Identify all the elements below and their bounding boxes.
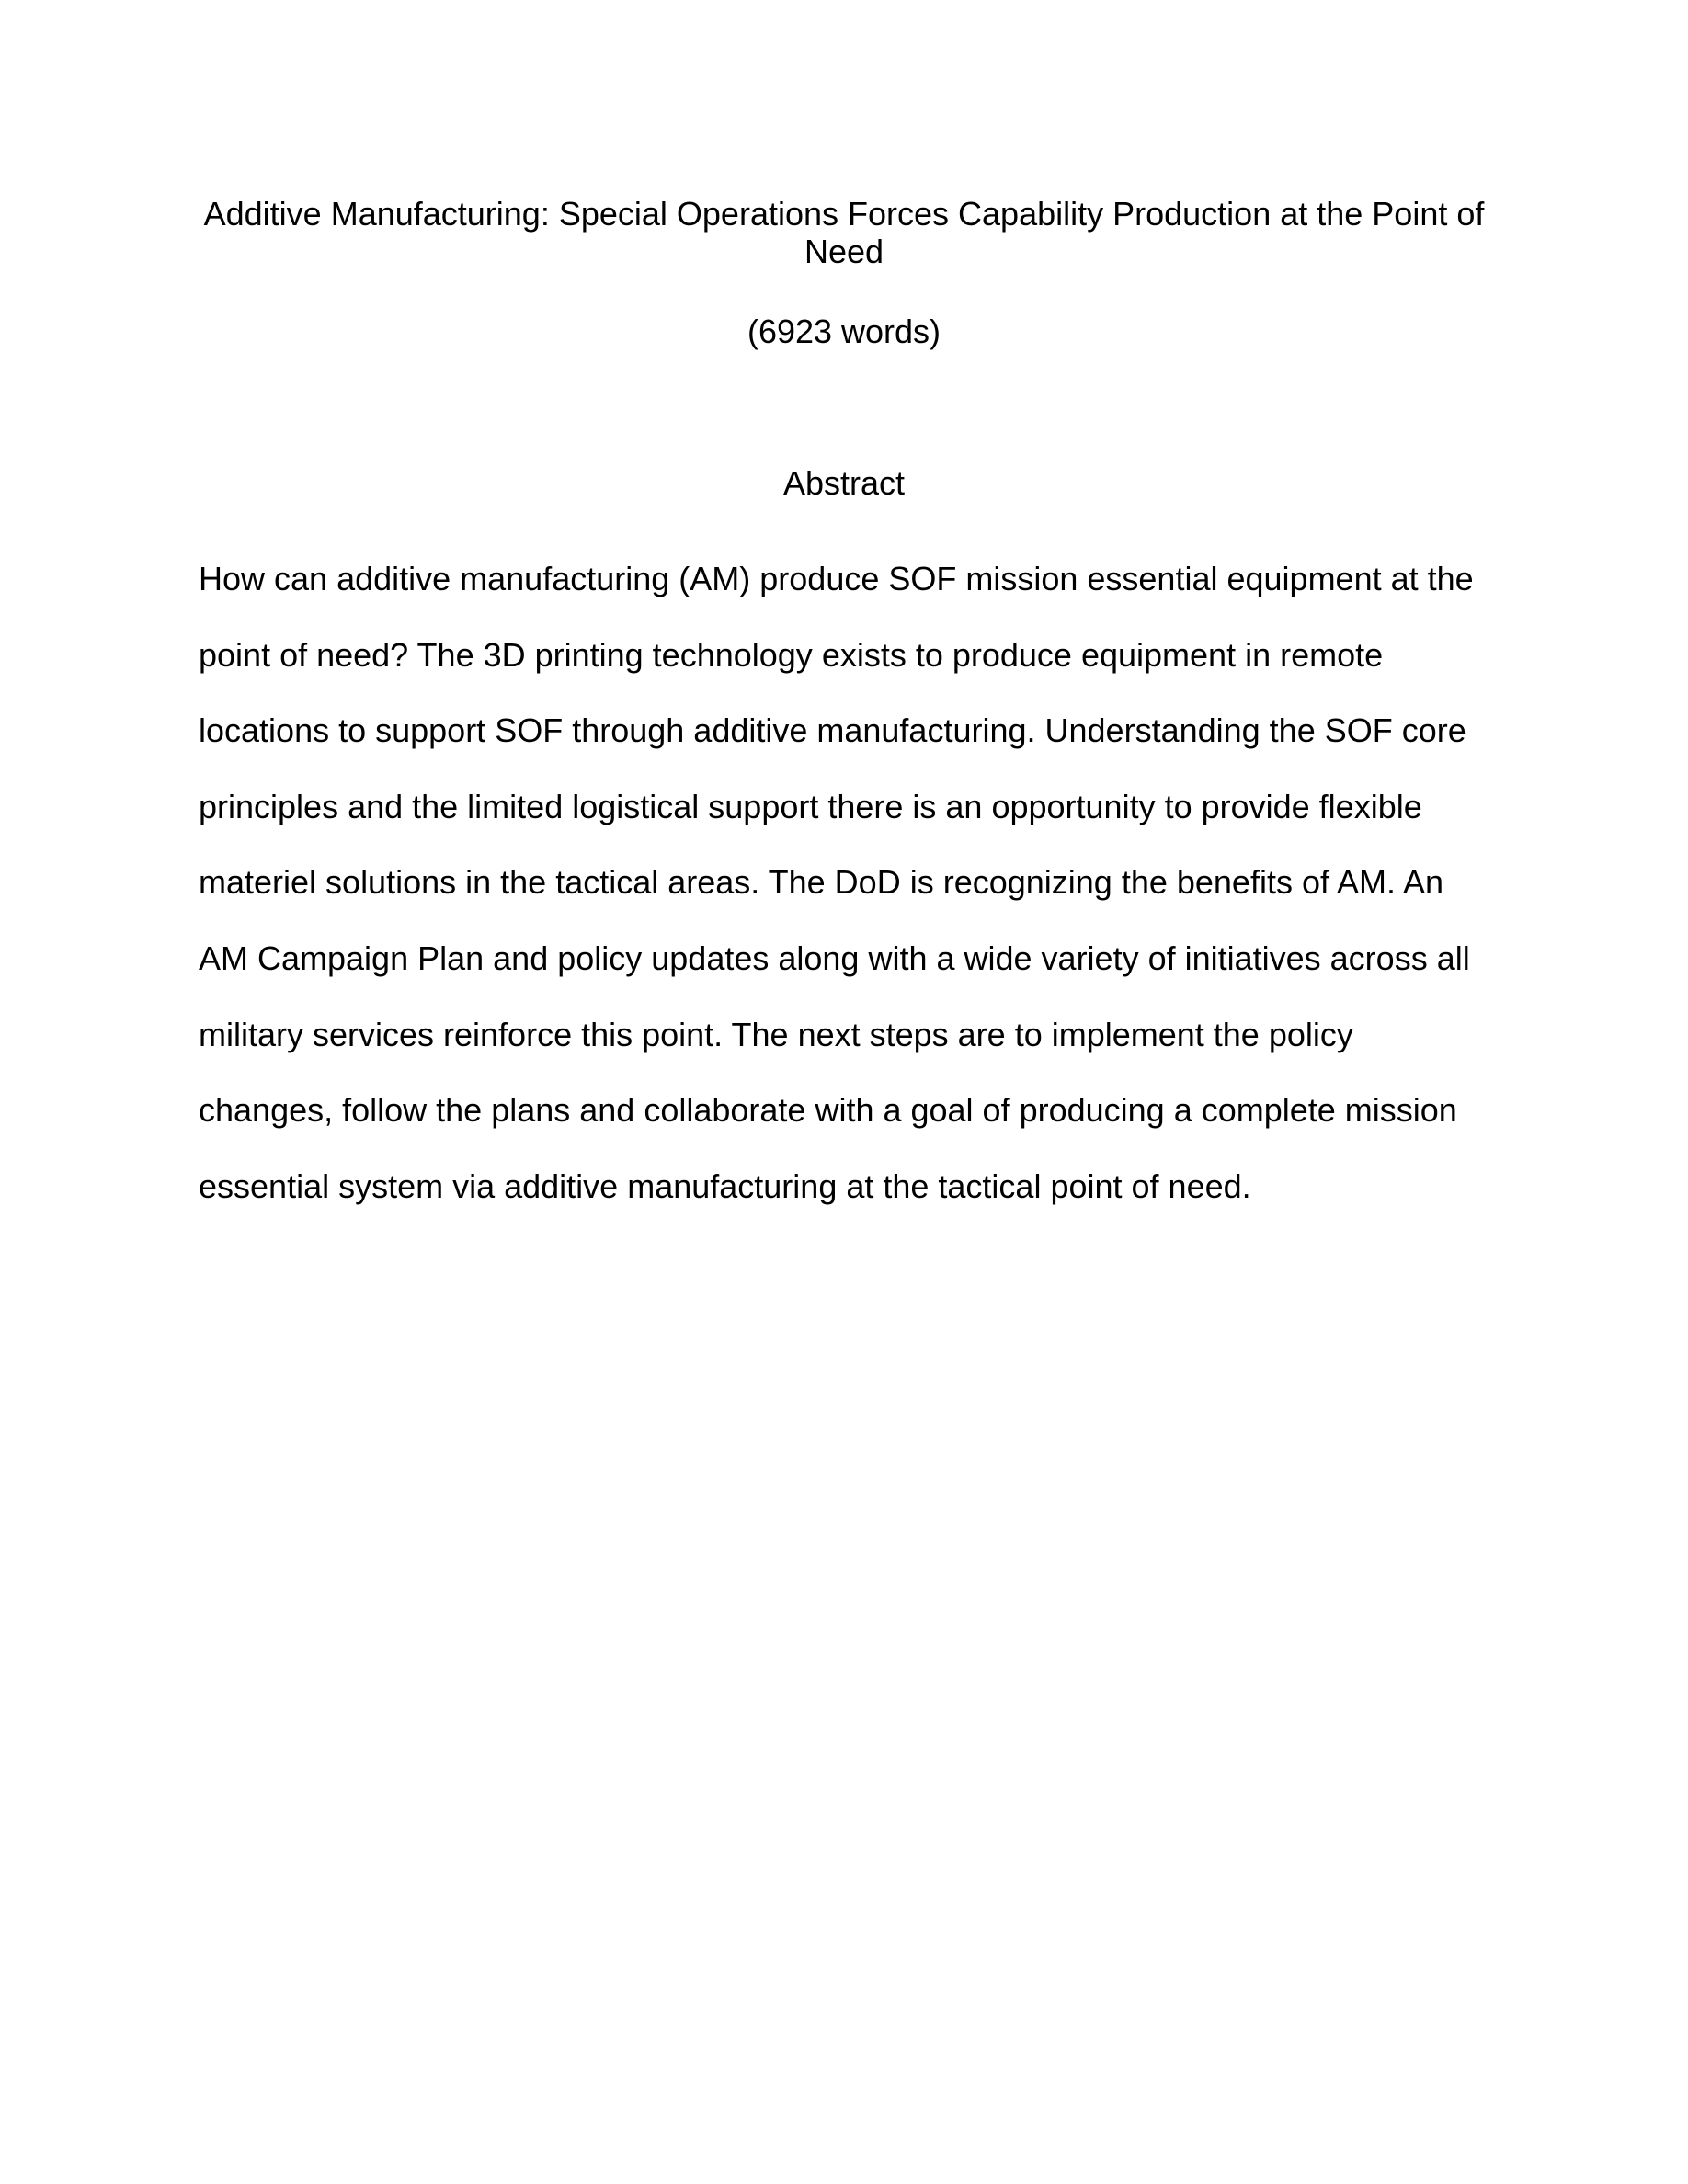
abstract-line: How can additive manufacturing (AM) produce SOF mission essential equipment at the: [199, 560, 1474, 597]
document-title: [184, 195, 1504, 270]
abstract-line: locations to support SOF through additive manufacturing. Understanding the SOF core: [199, 711, 1466, 750]
abstract-line: principles and the limited logistical support there is an opportunity to provide flexible: [199, 787, 1422, 825]
abstract-line: military services reinforce this point. The next steps are to implement the policy: [199, 1015, 1353, 1053]
abstract-line: point of need? The 3D printing technology exists to produce equipment in remote: [199, 635, 1384, 674]
title-line-2: Need: [804, 233, 884, 270]
abstract-line: materiel solutions in the tactical areas. The DoD is recognizing the benefits of AM. An: [199, 863, 1444, 902]
abstract-line: essential system via additive manufacturing at the tactical point of need.: [199, 1166, 1251, 1205]
abstract-line: changes, follow the plans and collaborate with a goal of producing a complete mission: [199, 1091, 1457, 1130]
abstract-heading: Abstract: [782, 464, 906, 502]
title-line-1: Additive Manufacturing: Special Operations Forces Capability Production at the Point of: [203, 195, 1485, 233]
abstract-body: [199, 560, 1513, 1243]
abstract-line: AM Campaign Plan and policy updates along with a wide variety of initiatives across all: [199, 938, 1470, 977]
word-count: (6923 words): [747, 313, 941, 350]
